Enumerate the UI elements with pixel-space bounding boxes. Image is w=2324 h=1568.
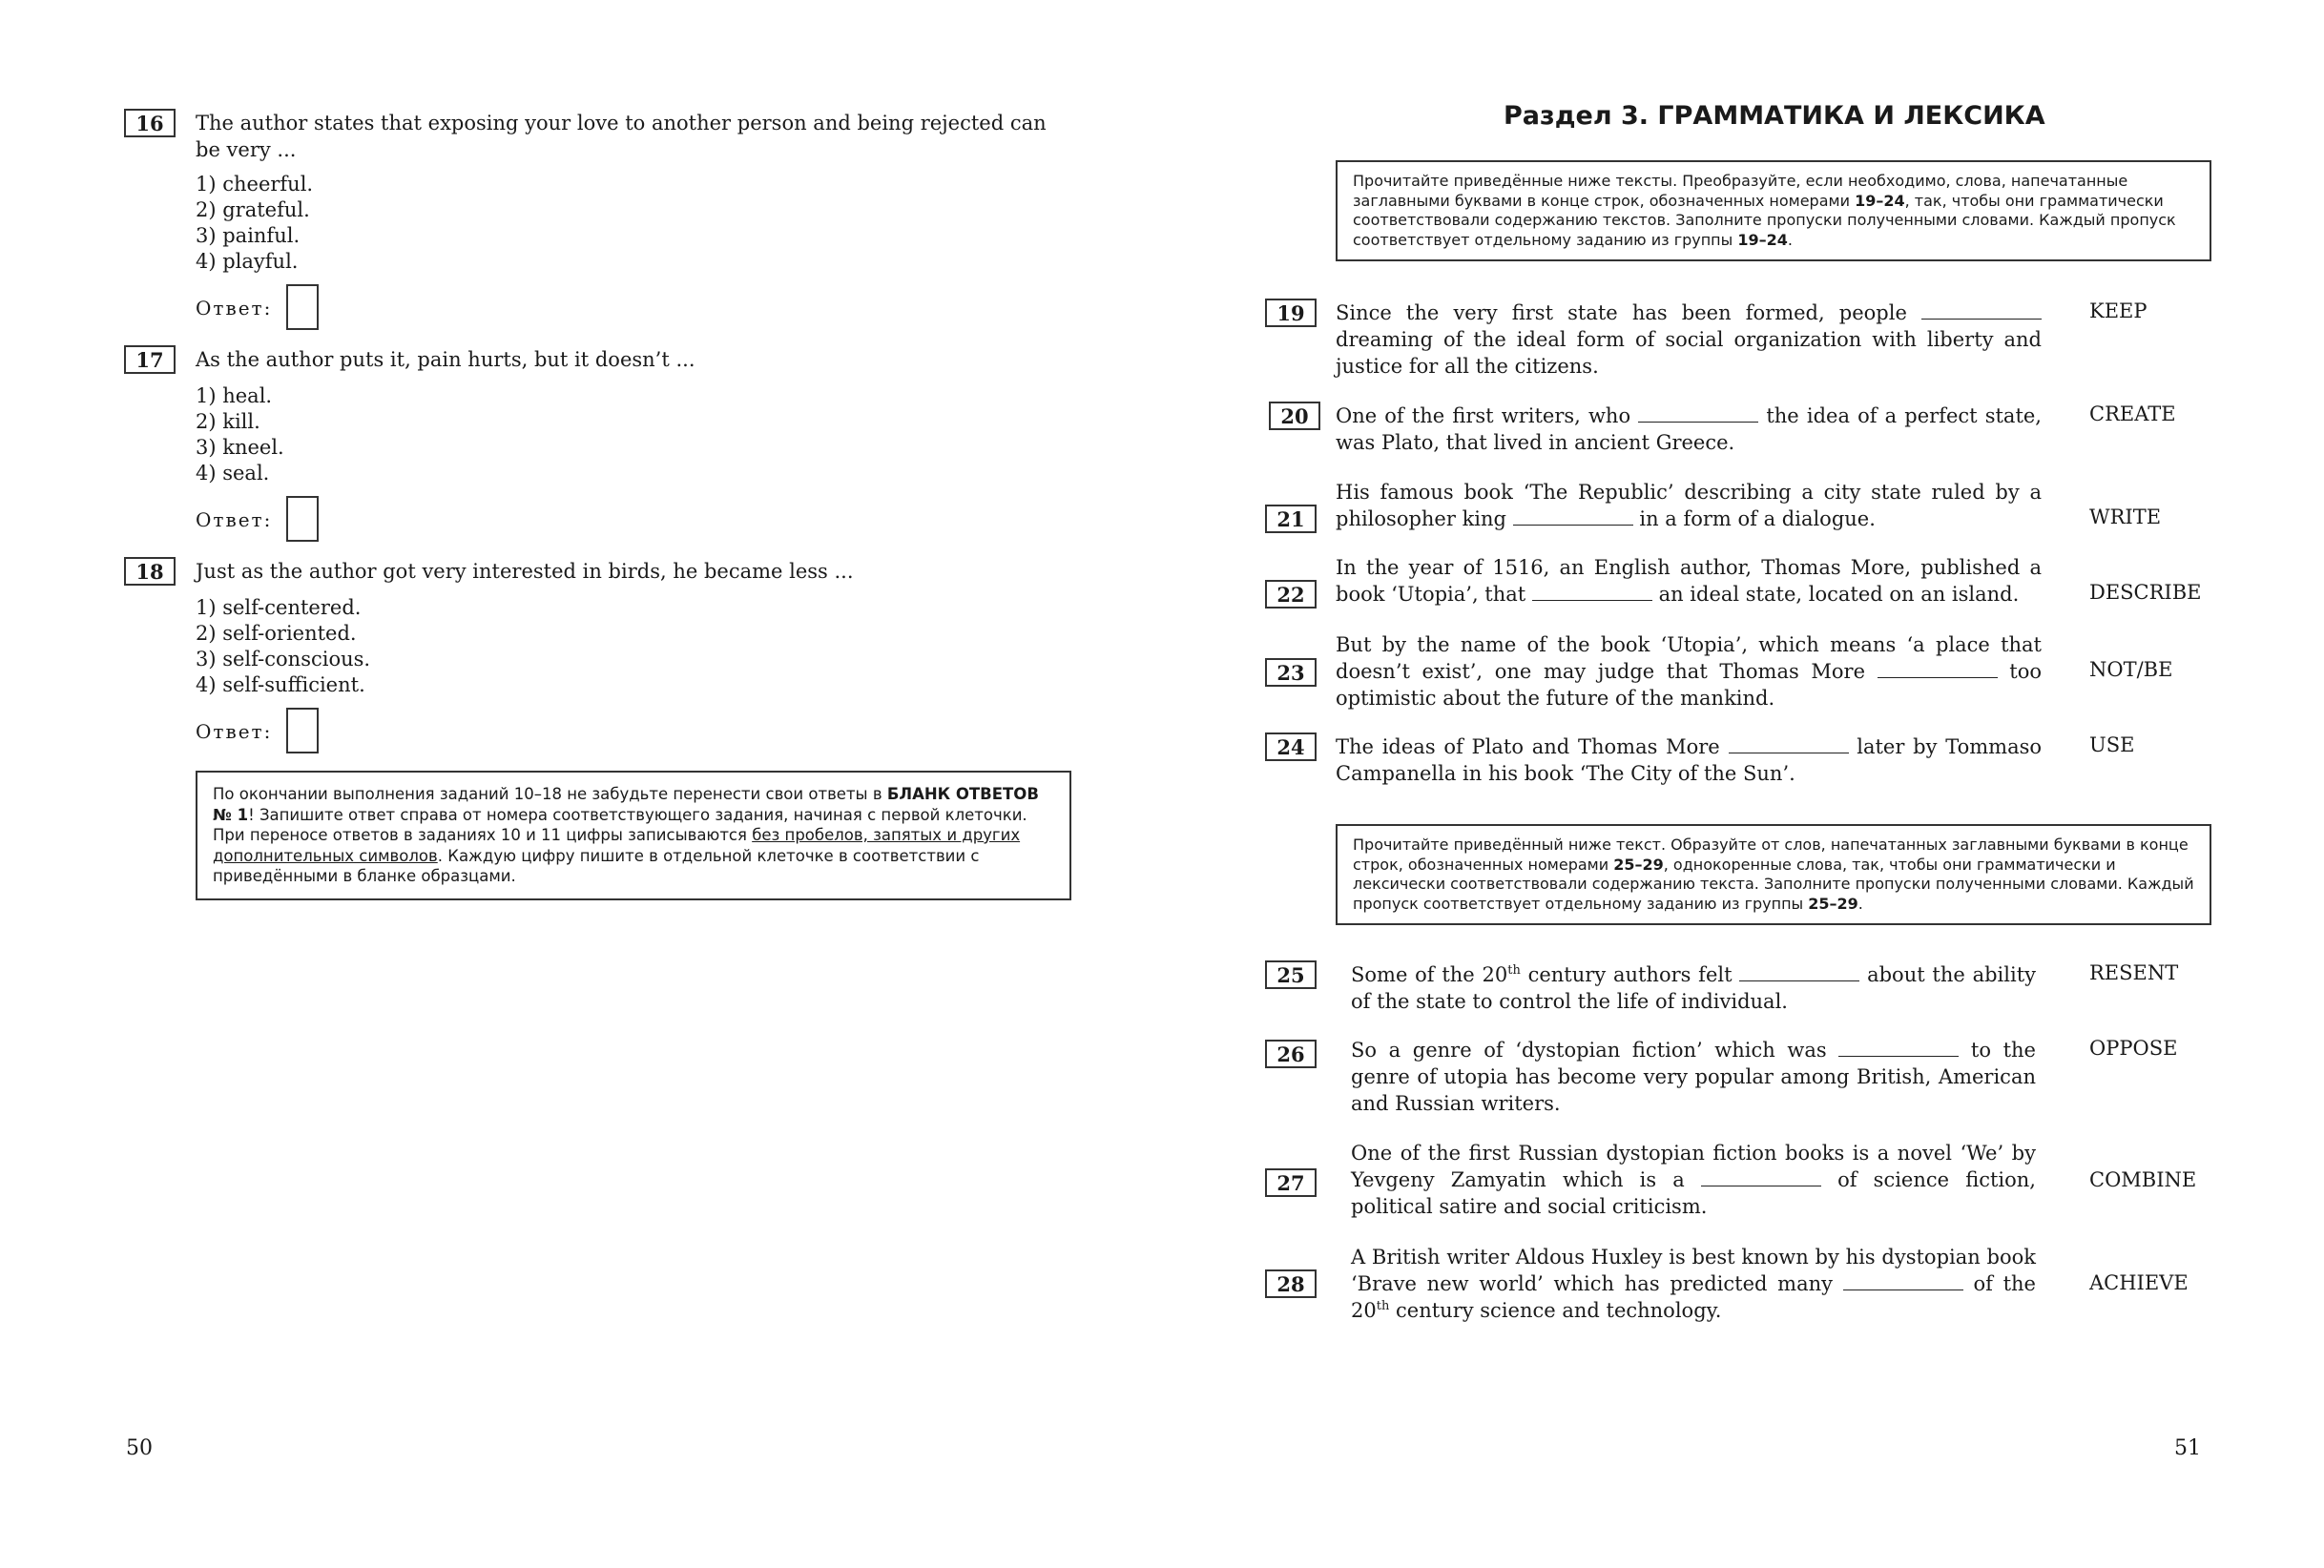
page-number-right: 51 (2174, 1436, 2201, 1460)
task-number-22: 22 (1265, 580, 1317, 609)
instr1-text-1: Прочитайте приведённые ниже тексты. Преобразуйте, если необходимо, слова, напечатанные заглавными буквами в конце строк, обозначенных номерами (1353, 172, 2128, 210)
task-number-28: 28 (1265, 1269, 1317, 1298)
task-26-text-before: So a genre of ‘dystopian fiction’ which was (1351, 1039, 1839, 1062)
task-19-keyword: KEEP (2089, 299, 2148, 322)
task-number-25: 25 (1265, 960, 1317, 989)
task-19-text-after: dreaming of the ideal form of social organization with liberty and justice for all the citizens. (1336, 328, 2042, 378)
task-28-text (1351, 1244, 2036, 1324)
question-18-options (196, 595, 370, 698)
task-22-text-after: an ideal state, located on an island. (1651, 583, 2020, 606)
instr2-range-1: 25–29 (1613, 855, 1664, 874)
q17-answer-box[interactable] (286, 496, 319, 542)
task-26-text (1351, 1037, 2036, 1117)
q17-option-3[interactable]: 3) kneel. (196, 436, 284, 459)
task-20-text-after: the idea of a perfect state, was Plato, that lived in ancient Greece. (1336, 404, 2042, 454)
q16-option-3[interactable]: 3) painful. (196, 224, 301, 247)
instruction-19-24 (1336, 160, 2211, 261)
notice-text-1: По окончании выполнения заданий 10–18 не забудьте перенести свои ответы в (213, 785, 887, 803)
task-23-keyword: NOT/BE (2089, 658, 2173, 681)
task-24-text-after: later by Tommaso Campanella in his book ‘The City of the Sun’. (1336, 735, 2043, 785)
q16-answer-label: Ответ: (196, 297, 273, 320)
task-28-superscript: th (1376, 1299, 1390, 1313)
task-23-blank[interactable] (1878, 660, 1998, 678)
task-25-text-after: about the ability of the state to control the life of individual. (1351, 963, 2036, 1013)
task-21-text (1336, 479, 2042, 532)
task-number-27: 27 (1265, 1168, 1317, 1197)
task-24-keyword: USE (2089, 733, 2135, 756)
notice-underlined: без пробелов, запятых и других дополнительных символов (213, 826, 1021, 865)
question-16-text: The author states that exposing your love to another person and being rejected can be very ... (196, 112, 1047, 161)
task-number-19: 19 (1265, 299, 1317, 327)
task-26-keyword: OPPOSE (2089, 1037, 2178, 1060)
question-17-options (196, 383, 284, 486)
task-20-keyword: CREATE (2089, 402, 2176, 425)
right-page (1162, 0, 2324, 1568)
question-18-text: Just as the author got very interested in birds, he became less ... (196, 560, 854, 583)
task-25-text-mid: century authors felt (1520, 963, 1740, 986)
task-26-text-after: to the genre of utopia has become very popular among British, American and Russian writers. (1351, 1039, 2036, 1115)
q18-option-4[interactable]: 4) self-sufficient. (196, 673, 365, 696)
section-title: Раздел 3. ГРАММАТИКА И ЛЕКСИКА (1504, 101, 2045, 131)
task-28-text-before: A British writer Aldous Huxley is best known by his dystopian book ‘Brave new world’ which has predicted many (1351, 1246, 2036, 1295)
task-number-23: 23 (1265, 658, 1317, 687)
q16-option-4[interactable]: 4) playful. (196, 250, 299, 273)
task-23-text-after: too optimistic about the future of the mankind. (1336, 660, 2042, 710)
task-19-text-before: Since the very first state has been formed, people (1336, 301, 1921, 324)
transfer-answers-notice (196, 771, 1071, 900)
task-25-text-before: Some of the 20 (1351, 963, 1508, 986)
q18-option-2[interactable]: 2) self-oriented. (196, 622, 357, 645)
q17-option-1[interactable]: 1) heal. (196, 384, 273, 407)
task-27-keyword: COMBINE (2089, 1168, 2197, 1191)
instr1-range-1: 19–24 (1855, 191, 1905, 210)
notice-answer-sheet: БЛАНК ОТВЕТОВ № 1 (213, 785, 1039, 824)
task-26-blank[interactable] (1838, 1039, 1959, 1057)
task-28-blank[interactable] (1843, 1272, 1963, 1290)
q16-option-1[interactable]: 1) cheerful. (196, 173, 314, 196)
instr2-text-2: , однокоренные слова, так, чтобы они грамматически и лексически соответствовали содержанию текста. Заполните пропуски полученными словами. Каждый пропуск соответствует отдельному заданию из группы (1353, 855, 2194, 913)
task-number-20: 20 (1269, 402, 1320, 430)
task-25-blank[interactable] (1739, 963, 1859, 981)
notice-text-2: ! Запишите ответ справа от номера соответствующего задания, начиная с первой клеточки. При переносе ответов в заданиях 10 и 11 цифры записываются (213, 805, 1027, 844)
task-24-text (1336, 733, 2042, 787)
task-25-superscript: th (1507, 963, 1521, 978)
task-21-text-after: in a form of a dialogue. (1632, 507, 1876, 530)
question-number-17: 17 (124, 345, 176, 374)
task-24-text-before: The ideas of Plato and Thomas More (1336, 735, 1729, 758)
task-25-text (1351, 961, 2036, 1015)
task-28-keyword: ACHIEVE (2089, 1271, 2189, 1294)
task-24-blank[interactable] (1729, 735, 1849, 753)
task-23-text (1336, 631, 2042, 712)
instr1-text-3: . (1787, 230, 1793, 249)
question-16-options (196, 172, 313, 275)
q17-option-2[interactable]: 2) kill. (196, 410, 260, 433)
q18-answer-box[interactable] (286, 708, 319, 753)
task-number-26: 26 (1265, 1040, 1317, 1068)
task-25-keyword: RESENT (2089, 961, 2179, 984)
question-number-18: 18 (124, 557, 176, 586)
task-23-text-before: But by the name of the book ‘Utopia’, which means ‘a place that doesn’t exist’, one may judge that Thomas More (1336, 633, 2042, 683)
q16-option-2[interactable]: 2) grateful. (196, 198, 310, 221)
instr1-range-2: 19–24 (1737, 230, 1788, 249)
task-20-text-before: One of the first writers, who (1336, 404, 1639, 427)
task-27-text-after: of science fiction, political satire and social criticism. (1351, 1168, 2036, 1218)
q17-option-4[interactable]: 4) seal. (196, 462, 270, 485)
q17-answer-label: Ответ: (196, 508, 273, 531)
question-number-16: 16 (124, 109, 176, 137)
page-number-left: 50 (126, 1436, 153, 1460)
task-27-text (1351, 1140, 2036, 1220)
instr2-text-1: Прочитайте приведённый ниже текст. Образуйте от слов, напечатанных заглавными буквами в конце строк, обозначенных номерами (1353, 836, 2189, 874)
task-21-keyword: WRITE (2089, 505, 2162, 528)
instr1-text-2: , так, чтобы они грамматически соответствовали содержанию текстов. Заполните пропуски полученными словами. Каждый пропуск соответствует отдельному заданию из группы (1353, 191, 2176, 249)
task-22-text-before: In the year of 1516, an English author, Thomas More, published a book ‘Utopia’, that (1336, 556, 2042, 606)
task-22-blank[interactable] (1532, 583, 1652, 601)
q18-answer-label: Ответ: (196, 720, 273, 743)
task-28-text-after: of the 20 (1351, 1272, 2036, 1322)
task-number-21: 21 (1265, 505, 1317, 533)
task-20-blank[interactable] (1638, 404, 1758, 423)
instr2-range-2: 25–29 (1808, 894, 1858, 913)
q18-option-3[interactable]: 3) self-conscious. (196, 648, 371, 671)
instr2-text-3: . (1857, 894, 1863, 913)
q18-option-1[interactable]: 1) self-centered. (196, 596, 362, 619)
task-19-text (1336, 299, 2042, 380)
instruction-25-29 (1336, 824, 2211, 925)
task-27-text-before: One of the first Russian dystopian fiction books is a novel ‘We’ by Yevgeny Zamyatin which is a (1351, 1142, 2036, 1191)
q16-answer-box[interactable] (286, 284, 319, 330)
notice-text-3: . Каждую цифру пишите в отдельной клеточке в соответствии с приведёнными в бланке образцами. (213, 846, 980, 885)
task-20-text (1336, 402, 2042, 456)
task-19-blank[interactable] (1921, 301, 2042, 320)
task-21-text-before: His famous book ‘The Republic’ describing a city state ruled by a philosopher king (1336, 481, 2042, 530)
task-number-24: 24 (1265, 732, 1317, 761)
task-27-blank[interactable] (1701, 1168, 1821, 1186)
question-17-text: As the author puts it, pain hurts, but it doesn’t ... (196, 348, 695, 371)
task-22-text (1336, 554, 2042, 608)
task-28-text-end: century science and technology. (1389, 1299, 1722, 1322)
task-22-keyword: DESCRIBE (2089, 581, 2202, 604)
task-21-blank[interactable] (1513, 507, 1633, 526)
